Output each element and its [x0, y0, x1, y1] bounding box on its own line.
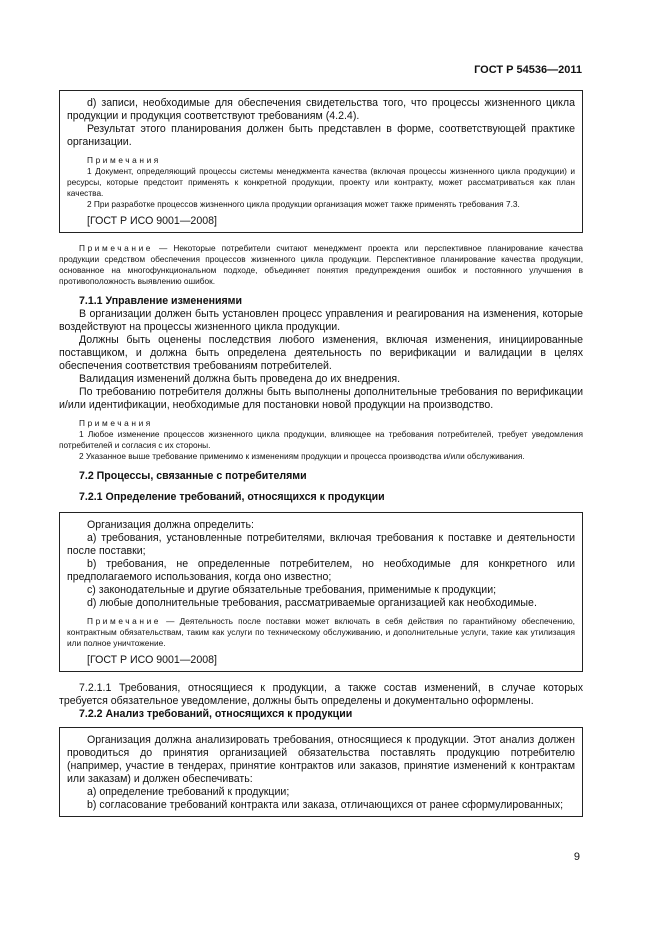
paragraph: Организация должна анализировать требования, относящиеся к продукции. Этот анализ должен проводиться до принятия организацией обязательства поставлять продукцию потребителю (например, участие в тендерах, принятие контрактов или заказов, принятие изменений к контрактам или заказам) и должен обеспечивать:: [67, 734, 575, 785]
note-paragraph: [59, 243, 583, 287]
item-b: b) требования, не определенные потребителем, но необходимые для конкретного или предполагаемого использования, когда оно известно;: [67, 558, 575, 583]
note-1: 1 Документ, определяющий процессы системы менеджмента качества (включая процессы жизненного цикла продукции) и ресурсы, которые предстоит применять к конкретной продукции, проекту или контракту, может рассматриваться как план качества.: [67, 166, 575, 198]
item-a: a) определение требований к продукции;: [87, 786, 290, 798]
paragraph: По требованию потребителя должны быть выполнены дополнительные требования по верификации и/или идентификации, необходимые для постановки новой продукции на производство.: [59, 386, 583, 411]
paragraph: Должны быть оценены последствия любого изменения, включая изменения, инициированные поставщиком, и должна быть определена деятельность по верификации и валидации в целях обеспечения соответствия требованиям потребителей.: [59, 334, 583, 372]
quoted-requirement-box-2: [59, 512, 583, 672]
item-c: c) законодательные и другие обязательные требования, применимые к продукции;: [87, 584, 497, 596]
paragraph: В организации должен быть установлен процесс управления и реагирования на изменения, которые воздействуют на процессы жизненного цикла продукции.: [59, 308, 583, 333]
quoted-requirement-box-3: [59, 727, 583, 817]
intro: Организация должна определить:: [87, 519, 254, 531]
section-heading-7-2-2: 7.2.2 Анализ требований, относящихся к продукции: [79, 708, 353, 720]
note-label: Примечание: [87, 616, 162, 626]
standard-reference: [ГОСТ Р ИСО 9001—2008]: [87, 654, 217, 666]
note-paragraph: [67, 616, 575, 649]
document-code: ГОСТ Р 54536—2011: [474, 64, 582, 76]
item-d: d) записи, необходимые для обеспечения свидетельства того, что процессы жизненного цикла продукции и продукция соответствуют требованиям (4.2.4).: [67, 97, 575, 122]
paragraph: Валидация изменений должна быть проведена до их внедрения.: [79, 373, 401, 385]
note-2: 2 При разработке процессов жизненного цикла продукции организация может также применять требования 7.3.: [87, 199, 520, 209]
section-heading-7-1-1: 7.1.1 Управление изменениями: [79, 295, 243, 307]
note-label: Примечание: [79, 243, 154, 253]
note-1: 1 Любое изменение процессов жизненного цикла продукции, влияющее на требования потребителей, требует уведомления потребителей и согласия с их стороны.: [59, 429, 583, 450]
clause-7-2-1-1: 7.2.1.1 Требования, относящиеся к продукции, а также состав изменений, в случае которых требуется обязательное уведомление, должны быть определены и документально оформлены.: [59, 682, 583, 707]
notes-title: Примечания: [87, 155, 161, 165]
note-2: 2 Указанное выше требование применимо к изменениям продукции и процесса производства и/или обслуживания.: [79, 451, 525, 461]
quoted-requirement-box-1: [59, 90, 583, 233]
notes-title: Примечания: [79, 418, 153, 428]
note-text: — Деятельность после поставки может включать в себя действия по гарантийному обеспечению, контрактным обязательствам, таким как услуги по техническому обслуживанию, и дополнительные услуги, такие как утилизация или полное уничтожение.: [67, 616, 575, 648]
note-text: — Некоторые потребители считают менеджмент проекта или перспективное планирование качества продукции средством обеспечения процессов жизненного цикла продукции. Перспективное планирование качества продукции, основанное на многофункциональном подходе, объединяет понятия предупреждения ошибок и постоянного улучшения в противоположность выявлению ошибок.: [59, 243, 583, 286]
item-b: b) согласование требований контракта или заказа, отличающихся от ранее сформулированных;: [87, 799, 564, 811]
section-heading-7-2-1: 7.2.1 Определение требований, относящихся к продукции: [79, 491, 385, 503]
page-content: [59, 90, 583, 817]
page-number: 9: [573, 851, 580, 863]
item-d: d) любые дополнительные требования, рассматриваемые организацией как необходимые.: [87, 597, 537, 609]
section-heading-7-2: 7.2 Процессы, связанные с потребителями: [79, 470, 307, 482]
standard-reference: [ГОСТ Р ИСО 9001—2008]: [87, 215, 217, 227]
planning-result: Результат этого планирования должен быть представлен в форме, соответствующей практике организации.: [67, 123, 575, 148]
item-a: a) требования, установленные потребителями, включая требования к поставке и деятельности после поставки;: [67, 532, 575, 557]
